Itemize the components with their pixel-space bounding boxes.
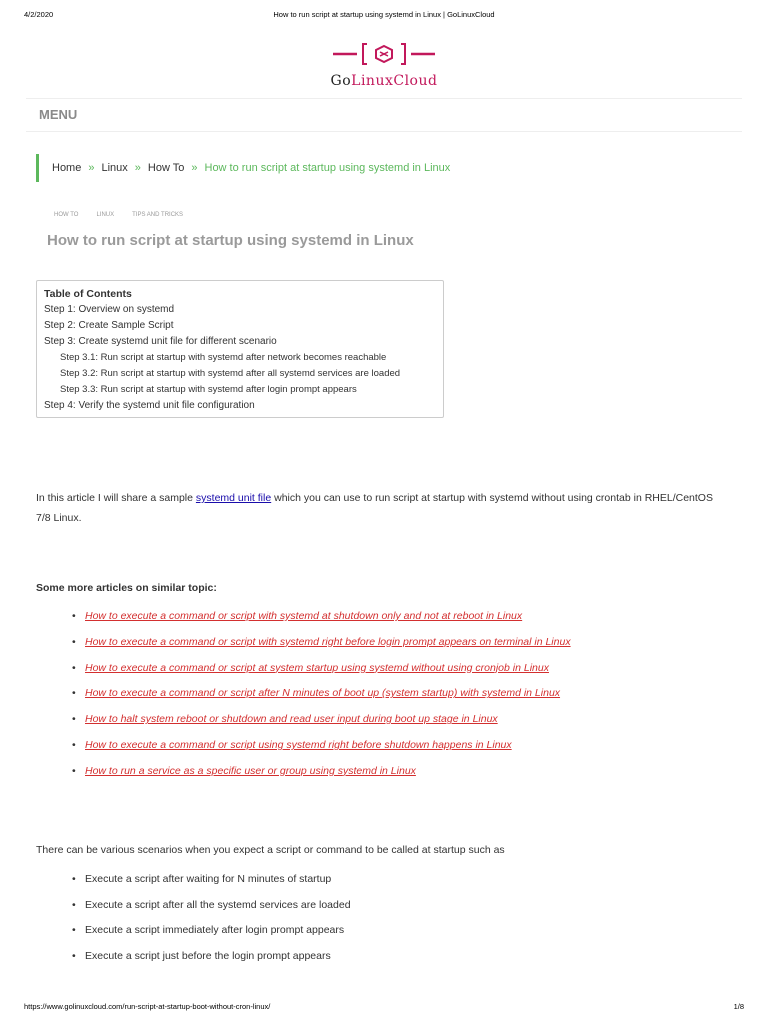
list-item: • Execute a script immediately after login prompt appears [85,918,351,944]
intro-paragraph [36,488,716,528]
breadcrumb [36,154,450,182]
list-item [85,707,735,733]
site-logo[interactable] [0,42,768,89]
scenarios-list [85,867,351,970]
logo-text-accent: LinuxCloud [351,73,438,89]
print-document-title: How to run script at startup using systemd in Linux | GoLinuxCloud [273,10,495,19]
tag-how-to[interactable]: HOW TO [54,212,79,218]
related-link-system-startup[interactable]: How to execute a command or script at system startup using systemd without using cronjob in Linux [85,661,549,674]
related-link-halt-reboot[interactable]: How to halt system reboot or shutdown and read user input during boot up stage in Linux [85,713,498,726]
breadcrumb-home[interactable]: Home [52,162,82,174]
print-header [0,10,768,22]
print-page-number: 1/8 [733,1002,744,1011]
list-item [85,681,735,707]
list-item [85,630,735,656]
breadcrumb-separator: » [191,162,198,174]
toc-item-step-3-1[interactable]: Step 3.1: Run script at startup with systemd after network becomes reachable [60,352,387,363]
related-link-before-shutdown[interactable]: How to execute a command or script using systemd right before shutdown happens in Linux [85,738,512,751]
list-item: • Execute a script just before the login prompt appears [85,944,351,970]
list-item: • Execute a script after all the systemd services are loaded [85,893,351,919]
related-link-after-n-minutes[interactable]: How to execute a command or script after N minutes of boot up (system startup) with systemd in Linux [85,687,561,700]
menu-bar [26,98,742,132]
post-tags [54,212,201,218]
toc-item-step-4[interactable]: Step 4: Verify the systemd unit file configuration [44,400,255,411]
breadcrumb-linux[interactable]: Linux [101,162,128,174]
list-item [85,604,735,630]
related-articles-list [85,604,735,785]
logo-text-plain: Go [330,73,352,89]
toc-item-step-2[interactable]: Step 2: Create Sample Script [44,320,174,331]
breadcrumb-current: How to run script at startup using systemd in Linux [204,162,451,174]
tag-linux[interactable]: LINUX [96,212,115,218]
logo-wordmark [0,73,768,89]
intro-text-before: In this article I will share a sample [36,492,196,504]
toc-item-step-3-3[interactable]: Step 3.3: Run script at startup with systemd after login prompt appears [60,384,357,395]
related-link-shutdown-only[interactable]: How to execute a command or script with systemd at shutdown only and not at reboot in Linux [85,610,523,622]
table-of-contents [36,280,444,418]
toc-item-step-3[interactable]: Step 3: Create systemd unit file for different scenario [44,336,277,347]
logo-cube-icon [331,42,437,66]
print-date: 4/2/2020 [24,10,54,19]
scenarios-intro: There can be various scenarios when you expect a script or command to be called at startup such as [36,844,505,856]
breadcrumb-separator: » [88,162,95,174]
breadcrumb-separator: » [134,162,141,174]
print-url: https://www.golinuxcloud.com/run-script-at-startup-boot-without-cron-linux/ [24,1002,271,1011]
systemd-unit-file-link[interactable]: systemd unit file [195,492,272,504]
list-item: • Execute a script after waiting for N minutes of startup [85,867,351,893]
intro-text-after: which you can use to run script at startup with systemd without using crontab in RHEL/CentOS 7/8 Linux. [36,492,713,524]
breadcrumb-how-to[interactable]: How To [147,162,185,174]
toc-title: Table of Contents [44,288,132,300]
related-articles-heading: Some more articles on similar topic: [36,582,217,594]
list-item [85,656,735,682]
toc-item-step-1[interactable]: Step 1: Overview on systemd [44,304,175,315]
list-item [85,733,735,759]
tag-tips-and-tricks[interactable]: TIPS AND TRICKS [132,212,184,218]
list-item [85,759,735,785]
toc-item-step-3-2[interactable]: Step 3.2: Run script at startup with systemd after all systemd services are loaded [60,368,401,379]
related-link-before-login-prompt[interactable]: How to execute a command or script with systemd right before login prompt appears on terminal in Linux [85,635,571,648]
menu-toggle[interactable]: MENU [39,107,78,122]
page-title: How to run script at startup using systemd in Linux [47,232,414,249]
related-link-specific-user[interactable]: How to run a service as a specific user or group using systemd in Linux [85,764,416,777]
